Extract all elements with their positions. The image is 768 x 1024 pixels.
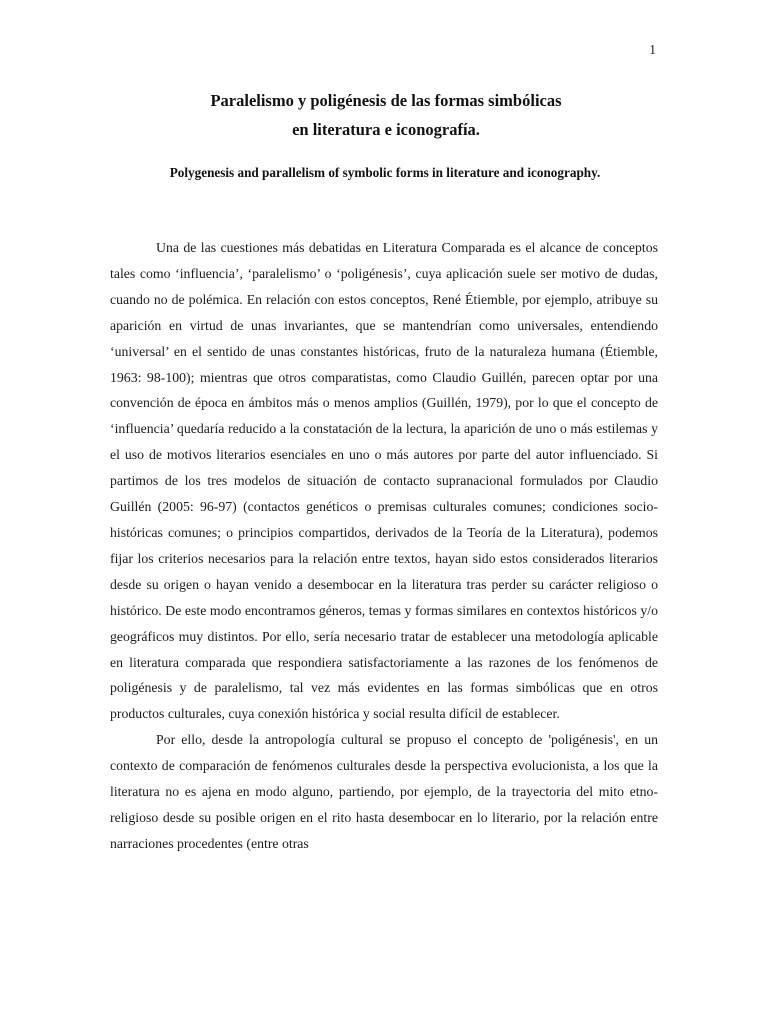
document-title xyxy=(0,86,768,144)
english-title: Polygenesis and parallelism of symbolic forms in literature and iconography. xyxy=(169,165,601,180)
paragraph-2: Por ello, desde la antropología cultural se propuso el concepto de 'poligénesis', en un contexto de comparación de fenómenos culturales desde la perspectiva evolucionista, a los que la literatura no es ajena en modo alguno, partiendo, por ejemplo, de la trayectoria del mito etno-religioso desde su posible origen en el rito hasta desembocar en lo literario, por la relación entre narraciones procedentes (entre otras xyxy=(110,732,658,851)
body-text xyxy=(110,235,658,857)
title-line-2: en literatura e iconografía. xyxy=(292,120,480,139)
paragraph-1: Una de las cuestiones más debatidas en Literatura Comparada es el alcance de conceptos tales como ‘influencia’, ‘paralelismo’ o ‘poligénesis’, cuya aplicación suele ser motivo de dudas, cuando no de polémica. En relación con estos conceptos, René Étiemble, por ejemplo, atribuye su aparición en virtud de unas invariantes, que se mantendrían como universales, entendiendo ‘universal’ en el sentido de unas constantes históricas, fruto de la naturaleza humana (Étiemble, 1963: 98-100); mientras que otros comparatistas, como Claudio Guillén, parecen optar por una convención de época en ámbitos más o menos amplios (Guillén, 1979), por lo que el concepto de ‘influencia’ quedaría reducido a la constatación de la lectura, la aparición de uno o más estilemas y el uso de motivos literarios esenciales en uno o más autores por parte del autor influenciado. Si partimos de los tres modelos de situación de contacto supranacional formulados por Claudio Guillén (2005: 96-97) (contactos genéticos o premisas culturales comunes; condiciones socio-históricas comunes; o principios compartidos, derivados de la Teoría de la Literatura), podemos fijar los criterios necesarios para la relación entre textos, hayan sido estos considerados literarios desde su origen o hayan venido a desembocar en la literatura tras perder su carácter religioso o histórico. De este modo encontramos géneros, temas y formas similares en contextos históricos y/o geográficos muy distintos. Por ello, sería necesario tratar de establecer una metodología aplicable en literatura comparada que respondiera satisfactoriamente a las razones de los fenómenos de poligénesis y de paralelismo, tal vez más evidentes en las formas simbólicas que en otros productos culturales, cuya conexión histórica y social resulta difícil de establecer. xyxy=(110,240,658,722)
title-line-1: Paralelismo y poligénesis de las formas simbólicas xyxy=(210,91,562,110)
page-number: 1 xyxy=(649,42,656,57)
